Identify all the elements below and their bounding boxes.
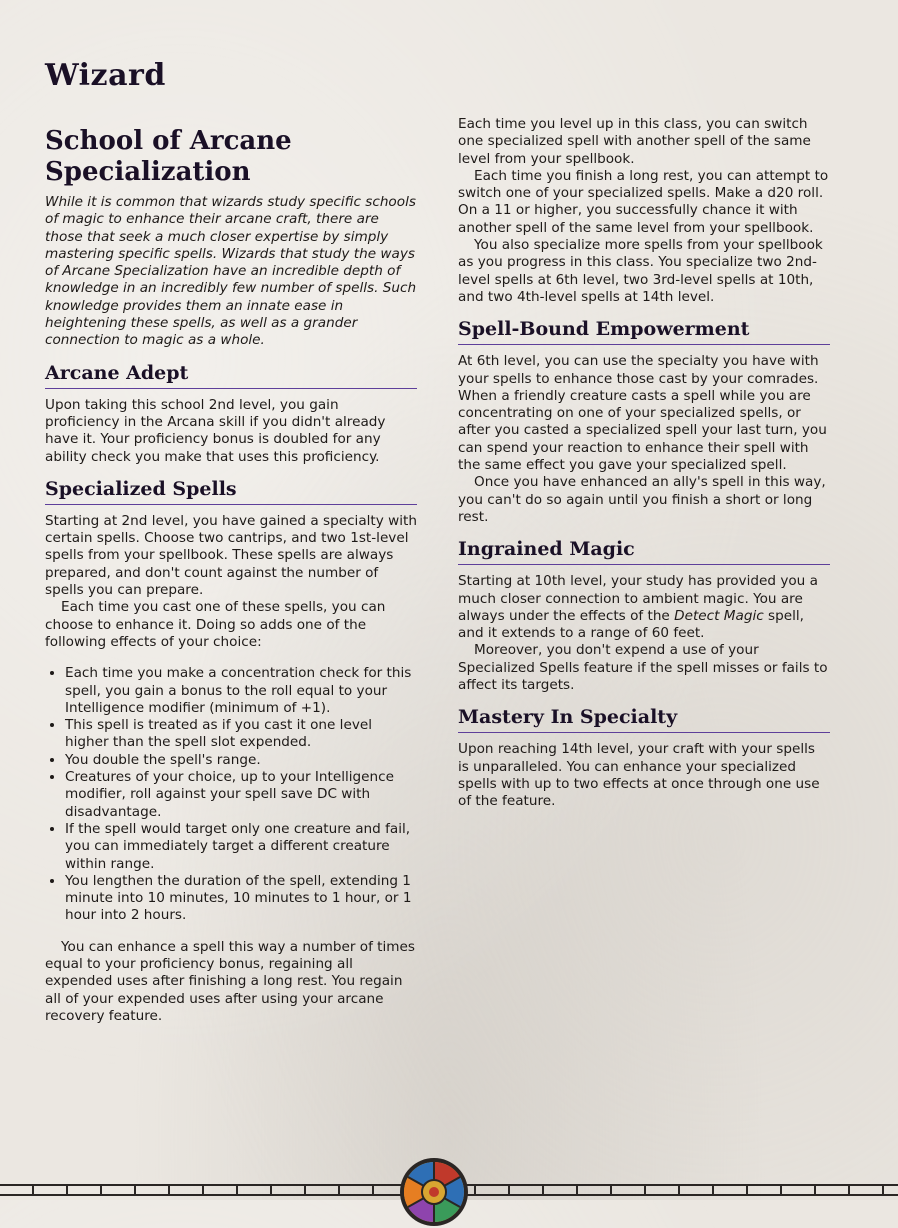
left-column — [45, 116, 417, 1025]
list-item: • Creatures of your choice, up to your Intelligence modifier, roll against your spell save DC with disadvantage. — [65, 769, 417, 821]
page-title: Wizard — [45, 58, 166, 93]
arcane-adept-text: Upon taking this school 2nd level, you gain proficiency in the Arcana skill if you didn't already have it. Your proficiency bonus is doubled for any ability check you make that uses this proficiency. — [45, 396, 386, 465]
specialized-spells-p2: Each time you cast one of these spells, you can choose to enhance it. Doing so adds one of the following effects of your choice: — [45, 599, 386, 650]
ingrained-magic-p2: Moreover, you don't expend a use of your Specialized Spells feature if the spell misses or fails to affect its targets. — [458, 642, 828, 694]
list-item: • Each time you make a concentration check for this spell, you gain a bonus to the roll equal to your Intelligence modifier (minimum of +1). — [65, 665, 417, 717]
subclass-title-line1: School of Arcane — [45, 126, 292, 156]
specialized-spells-p6: You also specialize more spells from your spellbook as you progress in this class. You specialize two 2nd-level spells at 6th level, two 3rd-level spells at 10th, and two 4th-level spells at 14th level. — [458, 237, 823, 305]
ingrained-magic-p1-after: spell, and it extends to a range of 60 feet. — [458, 607, 804, 642]
mastery-p1: Upon reaching 14th level, your craft with your spells is unparalleled. You can enhance your specialized spells with up to two effects at once through one use of the feature. — [458, 741, 820, 810]
specialized-spells-p3: You can enhance a spell this way a number of times equal to your proficiency bonus, regaining all expended uses after finishing a long rest. You regain all of your expended uses after using your arcane recovery feature. — [45, 938, 415, 1024]
subclass-intro: While it is common that wizards study specific schools of magic to enhance their arcane craft, there are those that seek a much closer expertise by simply mastering specific spells. Wizards that study the ways of Arcane Specialization have an incredible depth of knowledge in an incredibly few number of spells. Such knowledge provides them an innate ease in heightening these spells, as well as a grander connection to magic as a whole. — [45, 194, 417, 349]
spell-bound-p1: At 6th level, you can use the specialty you have with your spells to enhance those cast by your comrades. When a friendly creature casts a spell while you are concentrating on one of your specialized spells, or after you casted a specialized spell your last turn, you can spend your reaction to enhance their spell with the same effect you gave your specialized spell. — [458, 353, 827, 474]
arcane-adept-heading: Arcane Adept — [45, 362, 417, 389]
list-item: • You double the spell's range. — [65, 752, 417, 769]
stained-glass-emblem-icon — [398, 1156, 470, 1228]
list-item: • If the spell would target only one creature and fail, you can immediately target a different creature within range. — [65, 821, 417, 873]
specialized-spells-p1: Starting at 2nd level, you have gained a specialty with certain spells. Choose two cantrips, and two 1st-level spells from your spellbook. These spells are always prepared, and don't count against the number of spells you can prepare. — [45, 512, 417, 599]
spell-bound-heading: Spell-Bound Empowerment — [458, 318, 830, 345]
list-item: • This spell is treated as if you cast it one level higher than the spell slot expended. — [65, 717, 417, 752]
ingrained-magic-heading: Ingrained Magic — [458, 538, 830, 565]
subclass-title — [45, 126, 417, 188]
enhancement-list — [45, 665, 417, 924]
specialized-spells-p5: Each time you finish a long rest, you can attempt to switch one of your specialized spells. Make a d20 roll. On a 11 or higher, you successfully chance it with another spell of the same level from your spellbook. — [458, 167, 829, 236]
subclass-title-line2: Specialization — [45, 157, 251, 187]
detect-magic-spell-name: Detect Magic — [674, 607, 764, 624]
mastery-heading: Mastery In Specialty — [458, 706, 830, 733]
ingrained-magic-p1-before: Starting at 10th level, your study has provided you a much closer connection to ambient magic. You are always under the effects of the — [458, 573, 818, 624]
specialized-spells-p4: Each time you level up in this class, you can switch one specialized spell with another spell of the same level from your spellbook. — [458, 116, 811, 167]
right-column — [458, 116, 830, 811]
ingrained-magic-p1 — [458, 573, 830, 642]
specialized-spells-heading: Specialized Spells — [45, 478, 417, 505]
list-item: • You lengthen the duration of the spell, extending 1 minute into 10 minutes, 10 minutes to 1 hour, or 1 hour into 2 hours. — [65, 873, 417, 925]
spell-bound-p2: Once you have enhanced an ally's spell in this way, you can't do so again until you finish a short or long rest. — [458, 474, 826, 525]
